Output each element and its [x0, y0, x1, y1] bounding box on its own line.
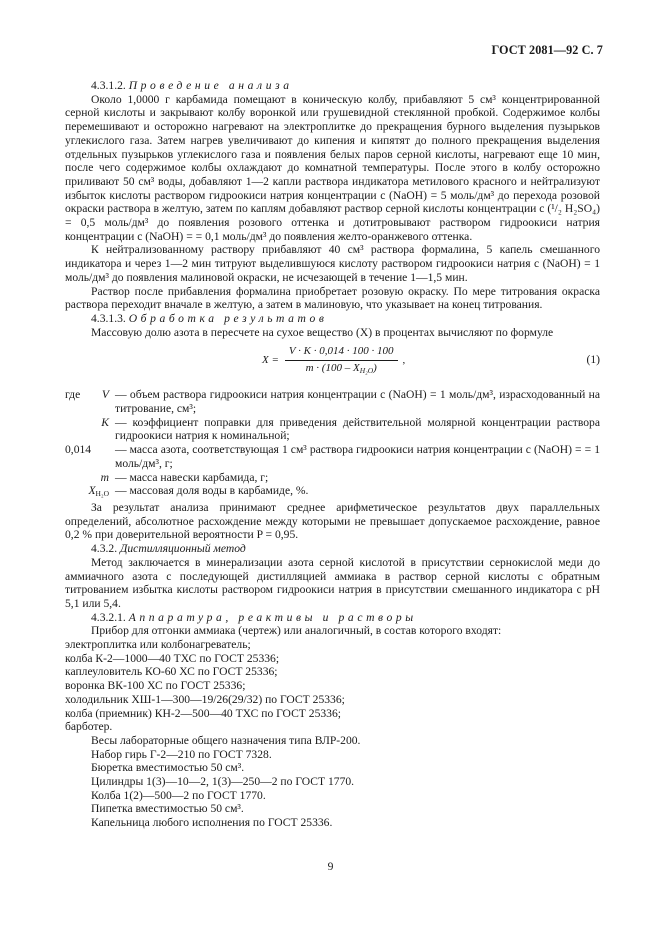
variable-symbol: m	[100, 470, 109, 484]
variable-symbol	[65, 388, 115, 415]
list-intro: Прибор для отгонки аммиака (чертеж) или аналогичный, в состав которого входят:	[91, 624, 502, 638]
formula-numerator: V · K · 0,014 · 100 · 100	[285, 345, 398, 361]
list-item: Капельница любого исполнения по ГОСТ 25336.	[91, 816, 333, 830]
variable-description: — масса азота, соответствующая 1 см³ раствора гидроокиси натрия концентрации c (NaOH) = = 1 моль/дм³, г;	[115, 443, 600, 470]
variable-row	[65, 471, 600, 485]
section-title: Дистилляционный метод	[120, 542, 246, 556]
paragraph: К нейтрализованному раствору прибавляют 40 см³ раствора формалина, 5 капель смешанного индикатора и через 1—2 мин титруют выделившуюся кислоту раствором гидроокиси натрия c (NaOH) = 1 моль/дм³ до появления малиновой окраски, не исчезающей в течение 1—1,5 мин.	[65, 243, 600, 284]
variable-symbol: K	[101, 415, 109, 429]
list-item: Пипетка вместимостью 50 см³.	[91, 802, 244, 816]
list-item: Весы лабораторные общего назначения типа ВЛР-200.	[91, 733, 361, 747]
section-title: Аппаратура, реактивы и растворы	[128, 610, 417, 624]
list-item: Бюретка вместимостью 50 см³.	[91, 761, 245, 775]
page-number: 9	[327, 860, 334, 873]
symbol-subscript: H₂O	[95, 489, 109, 499]
denominator-end: )	[373, 362, 377, 375]
section-heading-4-3-1-2	[65, 79, 600, 93]
variable-description: — объем раствора гидроокиси натрия концентрации c (NaOH) = 1 моль/дм³, израсходованный на титрование, см³;	[115, 388, 600, 416]
paragraph: За результат анализа принимают среднее арифметическое результатов двух параллельных определений, абсолютное расхождение между которыми не превышает допускаемое расхождение, равное 0,2 % при доверительной вероятности P = 0,95.	[65, 500, 600, 542]
variable-description: — коэффициент поправки для приведения действительной молярной концентрации раствора гидроокиси натрия к номинальной;	[115, 415, 600, 443]
page-header: ГОСТ 2081—92 С. 7	[491, 43, 603, 57]
section-number: 4.3.2.1.	[91, 610, 126, 624]
formula-lhs: X =	[262, 353, 279, 366]
section-number: 4.3.1.2.	[91, 79, 126, 92]
variable-symbol	[65, 484, 115, 498]
section-number: 4.3.2.	[91, 542, 118, 556]
equipment-list	[65, 734, 600, 830]
formula-comma: ,	[402, 353, 406, 366]
paragraph: Раствор после прибавления формалина приобретает розовую окраску. По мере титрования окраска раствора переходит вначале в желтую, а затем в малиновую, что указывает на конец титрования.	[65, 284, 600, 312]
paragraph: Около 1,0000 г карбамида помещают в коническую колбу, прибавляют 5 см³ концентрированной серной кислоты и закрывают колбу воронкой или грушевидной стеклянной пробкой. Содержимое колбы перемешивают и осторожно нагревают на электроплитке до прекращения бурного выделения пузырьков углекислого газа. Затем нагрев увеличивают до кипения и кипятят до полного прекращения выделения отдельных пузырьков углекислого газа и появления белых паров серной кислоты, нагревают еще 10 мин, после чего содержимое колбы охлаждают до комнатной температуры. После этого в колбу осторожно приливают 50 см³ воды, добавляют 1—2 капли раствора индикатора метилового красного и нейтрализуют избыток кислоты раствором гидроокиси натрия концентрации c (NaOH) = 5 моль/дм³ до перехода розовой окраски раствора в желтую, затем по каплям добавляют раствор серной кислоты концентрации c (¹/₂ H₂SO₄) = 0,5 моль/дм³ до появления розового оттенка и дотитровывают раствором гидроокиси натрия концентрации c (NaOH) = = 0,1 моль/дм³ до появления желто-оранжевого оттенка.	[65, 92, 600, 243]
section-number: 4.3.1.3.	[91, 311, 126, 325]
list-item: Цилиндры 1(3)—10—2, 1(3)—250—2 по ГОСТ 1770.	[91, 775, 355, 789]
formula-block	[65, 343, 600, 383]
variable-description: — массовая доля воды в карбамиде, %.	[115, 484, 309, 498]
list-item: электроплитка или колбонагреватель;	[65, 638, 251, 652]
variable-legend	[65, 388, 600, 498]
list-item: колба (приемник) КН-2—500—40 ТХС по ГОСТ 25336;	[65, 706, 341, 720]
variable-symbol: 0,014	[65, 443, 92, 457]
formula-fraction	[285, 345, 398, 375]
variable-row	[65, 416, 600, 443]
list-item: колба К-2—1000—40 ТХС по ГОСТ 25336;	[65, 651, 280, 665]
section-heading-4-3-2-1	[65, 611, 600, 625]
denominator-subscript: H₂O	[359, 366, 374, 376]
variable-description: — масса навески карбамида, г;	[115, 470, 269, 484]
symbol-text: X	[88, 484, 96, 498]
page-content	[65, 79, 600, 830]
paragraph: Метод заключается в минерализации азота серной кислотой в присутствии сернокислой меди до аммиачного азота с последующей дистилляцией аммиака в раствор серной кислоты с обратным титрованием избытка кислоты раствором гидроокиси натрия в присутствии смешанного индикатора с pH 5,1 или 5,4.	[65, 555, 600, 610]
section-title: Проведение анализа	[128, 79, 293, 92]
section-title: Обработка результатов	[128, 311, 328, 325]
list-item: Колба 1(2)—500—2 по ГОСТ 1770.	[91, 788, 266, 802]
section-heading-4-3-1-3	[65, 312, 600, 326]
apparatus-sublist	[65, 638, 600, 734]
equation-number: (1)	[586, 353, 600, 367]
formula-1	[262, 345, 405, 375]
list-item: барботер.	[65, 720, 113, 734]
section-heading-4-3-2	[65, 542, 600, 556]
symbol-text: V	[101, 388, 109, 402]
variable-row	[65, 388, 600, 415]
paragraph: Массовую долю азота в пересчете на сухое вещество (X) в процентах вычисляют по формуле	[91, 325, 554, 339]
variable-row	[65, 484, 600, 498]
list-item: воронка ВК-100 ХС по ГОСТ 25336;	[65, 679, 246, 693]
list-item: холодильник ХШ-1—300—19/26(29/32) по ГОСТ 25336;	[65, 692, 345, 706]
where-label: где	[65, 388, 81, 402]
denominator-text: m · (100 – X	[305, 362, 360, 375]
formula-denominator	[302, 361, 381, 376]
variable-row	[65, 443, 600, 470]
list-item: каплеуловитель КО-60 ХС по ГОСТ 25336;	[65, 665, 278, 679]
list-item: Набор гирь Г-2—210 по ГОСТ 7328.	[91, 747, 272, 761]
